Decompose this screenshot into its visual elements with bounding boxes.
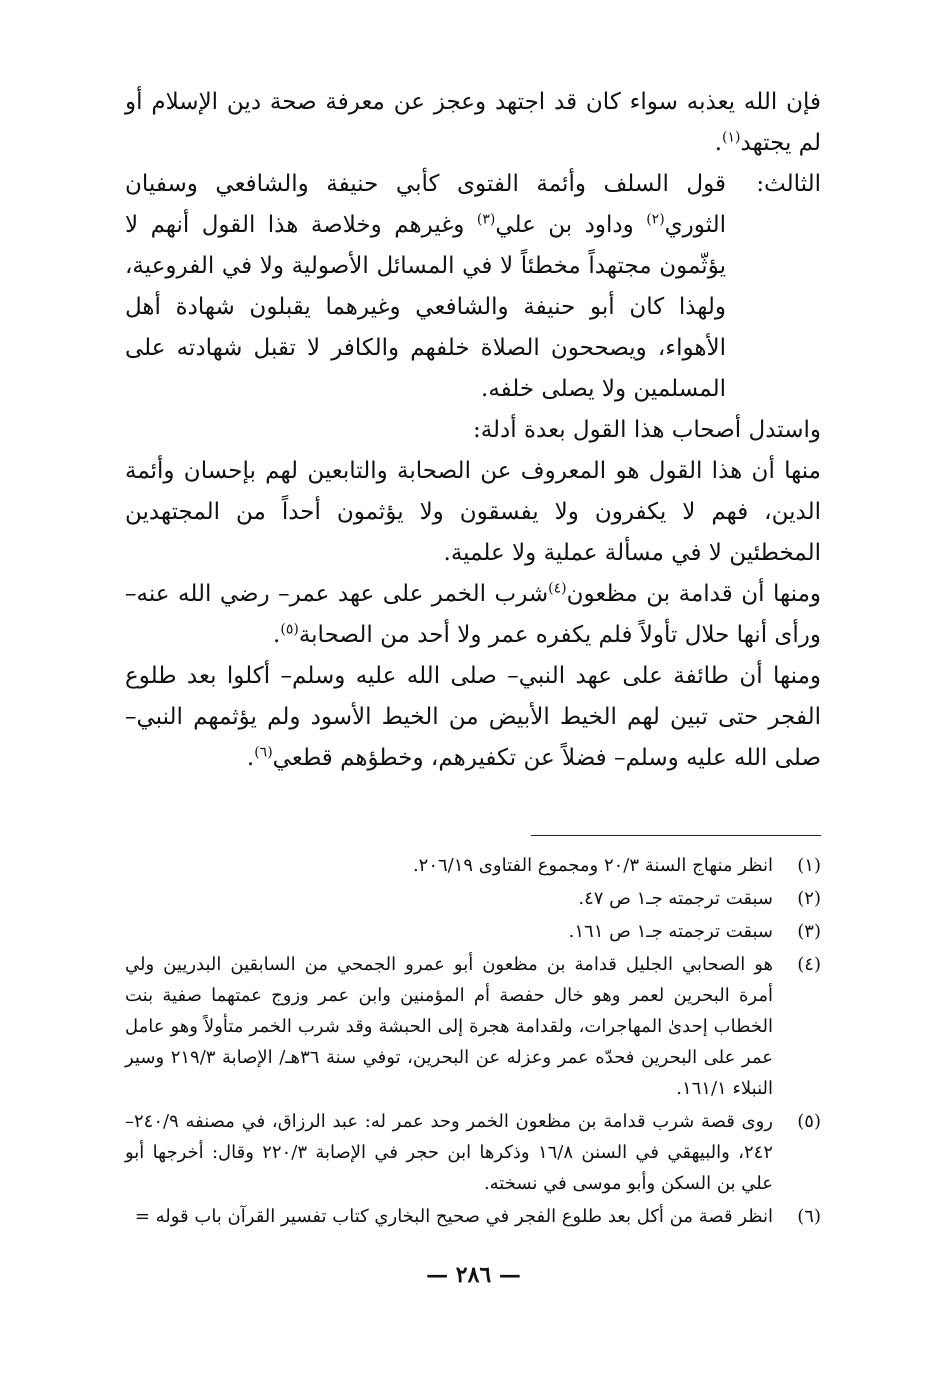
page-number: — ٢٨٦ — (426, 1262, 521, 1288)
footnote-item (125, 883, 821, 914)
paragraph-text: واستدل أصحاب هذا القول بعدة أدلة: (472, 417, 821, 443)
paragraph-tail: وغيرهم وخلاصة هذا القول أنهم لا يؤثّمون مجتهداً مخطئاً لا في المسائل الأصولية ولا في الفروعية، ولهذا كان أبو حنيفة والشافعي وغيرهما يقبلون شهادة أهل الأهواء، ويصححون الصلاة خلفهم والكافر لا تقبل شهادته على المسلمين ولا يصلى خلفه. (125, 212, 726, 402)
footnote-item (125, 949, 821, 1104)
footnote-ref: (١) (722, 129, 741, 146)
paragraph-text-continued: وداود بن علي (495, 212, 647, 238)
footnote-number: (٥) (797, 1111, 821, 1132)
paragraph-lead-label: الثالث: (756, 171, 821, 197)
footnote-ref: (٥) (280, 621, 299, 638)
paragraph-5 (125, 574, 821, 656)
paragraph-6 (125, 656, 821, 779)
footnote-item (125, 1201, 821, 1232)
footnote-number: (٣) (797, 921, 821, 942)
paragraph-text: فإن الله يعذبه سواء كان قد اجتهد وعجز عن معرفة صحة دين الإسلام أو لم يجتهد (125, 89, 821, 156)
footnote-text: سبقت ترجمته جـ١ ص ١٦١. (568, 921, 773, 942)
footnote-ref: (٢) (646, 211, 665, 228)
footnote-text: انظر منهاج السنة ٢٠/٣ ومجموع الفتاوى ٢٠٦/١٩. (412, 855, 773, 876)
footnote-item (125, 916, 821, 947)
main-text-block (125, 82, 821, 779)
footnote-item (125, 1106, 821, 1199)
paragraph-text: ومنها أن قدامة بن مظعون (566, 581, 821, 607)
footnote-item (125, 850, 821, 881)
paragraph-text: ومنها أن طائفة على عهد النبي– صلى الله عليه وسلم– أكلوا بعد طلوع الفجر حتى تبين لهم الخيط الأبيض من الخيط الأسود ولم يؤثمهم النبي– صلى الله عليه وسلم– فضلاً عن تكفيرهم، وخطؤهم قطعي (125, 663, 821, 771)
footnote-number: (٢) (797, 888, 821, 909)
paragraph-3 (125, 410, 821, 451)
footnote-divider (531, 835, 821, 836)
footnote-ref: (٤) (548, 580, 567, 597)
footnote-number: (١) (797, 855, 821, 876)
paragraph-2 (125, 164, 821, 410)
footnotes-section (125, 850, 821, 1234)
paragraph-tail: . (246, 745, 255, 771)
paragraph-tail: . (714, 130, 723, 156)
footnote-text: سبقت ترجمته جـ١ ص ٤٧. (578, 888, 773, 909)
paragraph-4 (125, 451, 821, 574)
footnote-text: روى قصة شرب قدامة بن مظعون الخمر وحد عمر له: عبد الرزاق، في مصنفه ٢٤٠/٩– ٢٤٢، والبيهقي في السنن ١٦/٨ وذكرها ابن حجر في الإصابة ٢٢٠/٣ وقال: أخرجها أبو علي بن السكن وأبو موسى في نسخته. (125, 1111, 773, 1194)
paragraph-text: قول السلف وأئمة الفتوى كأبي حنيفة والشافعي وسفيان الثوري (125, 171, 726, 238)
footnote-ref: (٣) (476, 211, 496, 228)
footnote-number: (٤) (797, 954, 821, 975)
paragraph-1 (125, 82, 821, 164)
footnote-number: (٦) (797, 1206, 821, 1227)
paragraph-text: منها أن هذا القول هو المعروف عن الصحابة والتابعين لهم بإحسان وأئمة الدين، فهم لا يكفرون ولا يفسقون ولا يؤثمون أحداً من المجتهدين المخطئين لا في مسألة عملية ولا علمية. (125, 458, 821, 566)
footnote-text: هو الصحابي الجليل قدامة بن مظعون أبو عمرو الجمحي من السابقين البدريين ولي أمرة البحرين لعمر وهو خال حفصة أم المؤمنين وابن عمر وزوج عمتهما صفية بنت الخطاب إحدىٰ المهاجرات، ولقدامة هجرة إلى الحبشة وقد شرب الخمر متأولاً وهو عامل عمر على البحرين فحدّه عمر وعزله عن البحرين، توفي سنة ٣٦هـ/ الإصابة ٢١٩/٣ وسير النبلاء ١٦١/١. (125, 954, 774, 1099)
paragraph-tail: . (273, 622, 281, 648)
paragraph-text-continued: شرب الخمر على عهد عمر– رضي الله عنه– ورأى أنها حلال تأولاً فلم يكفره عمر ولا أحد من الصحابة (125, 581, 821, 648)
footnote-text: انظر قصة من أكل بعد طلوع الفجر في صحيح البخاري كتاب تفسير القرآن باب قوله = (134, 1206, 773, 1227)
footnote-ref: (٦) (254, 744, 273, 761)
